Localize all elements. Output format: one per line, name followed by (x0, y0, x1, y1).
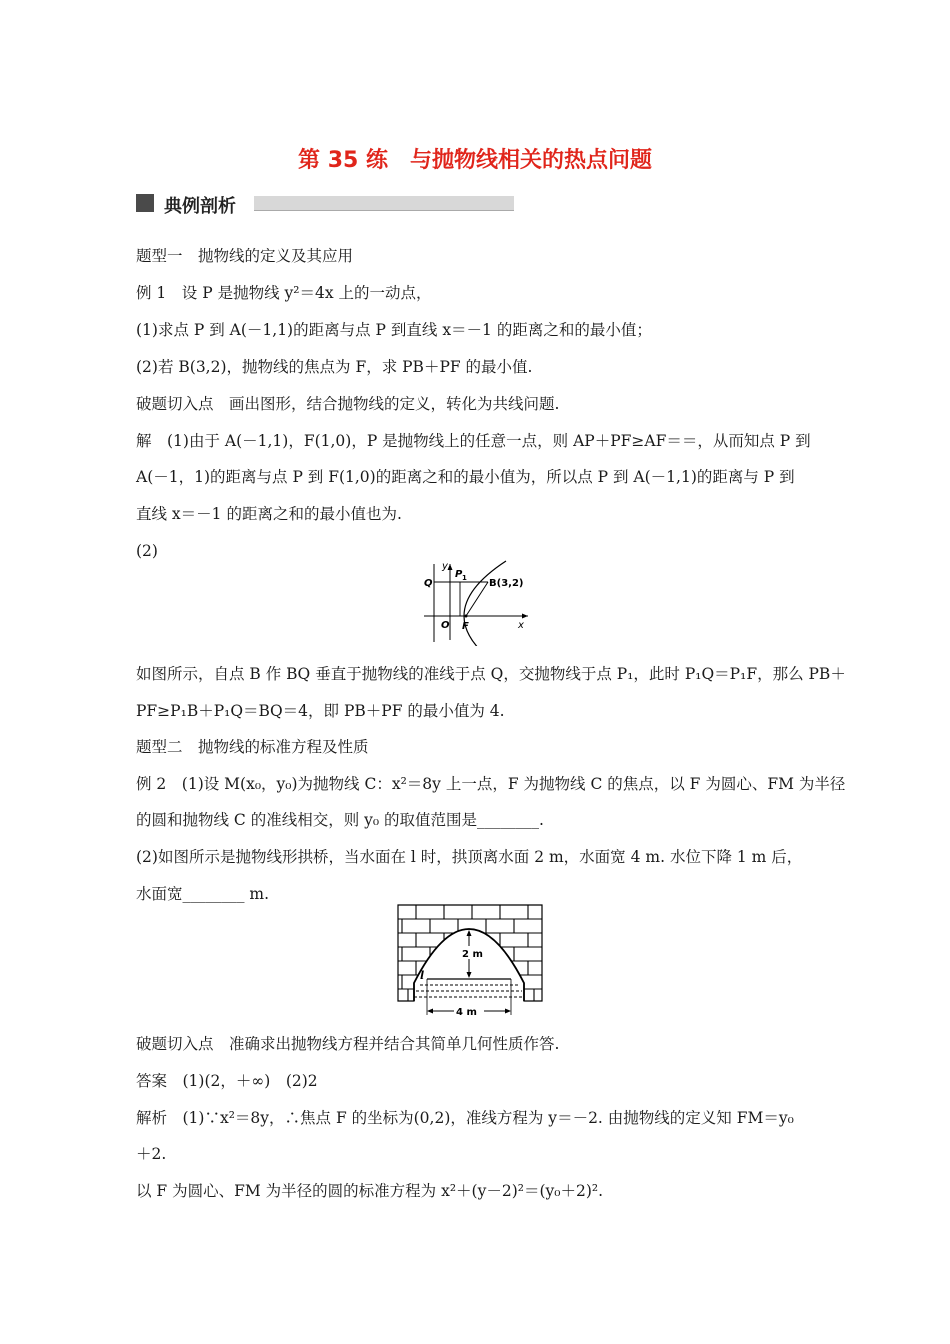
section-title: 典例剖析 (164, 196, 236, 217)
height-arrow-top (467, 930, 472, 936)
topic-2-heading: 题型二 抛物线的标准方程及性质 (136, 738, 369, 756)
segment-fb (466, 582, 488, 616)
example-2-part-2-line-2: 水面宽________ m. (136, 885, 270, 903)
example-1-stem: 例 1 设 P 是抛物线 y²＝4x 上的一动点， (136, 284, 432, 302)
label-p-subscript: 1 (462, 574, 467, 582)
analysis-line-3: 以 F 为圆心、FM 为半径的圆的标准方程为 x²＋(y－2)²＝(y₀＋2)². (136, 1182, 604, 1200)
parabola-figure-1 (420, 558, 532, 646)
height-label: 2 m (462, 949, 483, 960)
example-1-hint: 破题切入点 画出图形，结合抛物线的定义，转化为共线问题. (136, 395, 560, 413)
water-surface (414, 985, 524, 997)
width-label: 4 m (456, 1007, 477, 1018)
width-arrow-right (505, 1009, 511, 1014)
water-level-label: l (420, 969, 425, 982)
section-marker (136, 194, 154, 212)
example-2-hint: 破题切入点 准确求出抛物线方程并结合其简单几何性质作答. (136, 1035, 560, 1053)
label-p: P (455, 569, 463, 580)
label-q: Q (424, 578, 433, 589)
arch-bridge-figure (394, 903, 546, 1019)
page-title: 第 35 练 与抛物线相关的热点问题 (298, 148, 652, 173)
example-2-part-2-line-1: (2)如图所示是抛物线形拱桥，当水面在 l 时，拱顶离水面 2 m，水面宽 4 m. 水位下降 1 m 后， (136, 848, 803, 866)
analysis-line-2: ＋2. (136, 1145, 167, 1163)
focus-point (465, 615, 468, 618)
solution-line-2: A(－1，1)的距离与点 P 到 F(1,0)的距离之和的最小值为，所以点 P 到 A(－1,1)的距离与 P 到 (136, 468, 795, 486)
y-axis-arrow (448, 564, 453, 570)
label-o: O (441, 620, 450, 631)
label-x: x (518, 620, 524, 631)
example-1-part-2: (2)若 B(3,2)，抛物线的焦点为 F，求 PB＋PF 的最小值. (136, 358, 533, 376)
label-y: y (442, 561, 448, 572)
parabola-curve (464, 561, 506, 646)
x-axis-arrow (522, 614, 528, 619)
answer-line: 答案 (1)(2，＋∞) (2)2 (136, 1072, 318, 1090)
section-bar (254, 196, 514, 211)
label-b: B(3,2) (489, 578, 524, 589)
solution-part-2-line-2: PF≥P₁B＋P₁Q＝BQ＝4，即 PB＋PF 的最小值为 4. (136, 702, 505, 720)
topic-1-heading: 题型一 抛物线的定义及其应用 (136, 247, 354, 265)
example-2-part-1-line-2: 的圆和抛物线 C 的准线相交，则 y₀ 的取值范围是________. (136, 811, 544, 829)
height-arrow-bottom (467, 972, 472, 978)
solution-part-2-line-1: 如图所示，自点 B 作 BQ 垂直于抛物线的准线于点 Q，交抛物线于点 P₁，此时 P₁Q＝P₁F，那么 PB＋ (136, 665, 846, 683)
example-1-part-1: (1)求点 P 到 A(－1,1)的距离与点 P 到直线 x＝－1 的距离之和的最小值； (136, 321, 652, 339)
width-arrow-left (427, 1009, 433, 1014)
analysis-line-1: 解析 (1)∵x²＝8y，∴焦点 F 的坐标为(0,2)，准线方程为 y＝－2. 由抛物线的定义知 FM＝y₀ (136, 1109, 794, 1127)
example-2-part-1-line-1: 例 2 (1)设 M(x₀，y₀)为抛物线 C：x²＝8y 上一点，F 为抛物线 C 的焦点，以 F 为圆心、FM 为半径 (136, 775, 846, 793)
label-f: F (462, 621, 469, 632)
solution-line-1: 解 (1)由于 A(－1,1)，F(1,0)，P 是抛物线上的任意一点，则 AP＋PF≥AF＝＝，从而知点 P 到 (136, 432, 811, 450)
solution-line-3: 直线 x＝－1 的距离之和的最小值也为. (136, 505, 402, 523)
solution-part-2-label: (2) (136, 542, 158, 560)
